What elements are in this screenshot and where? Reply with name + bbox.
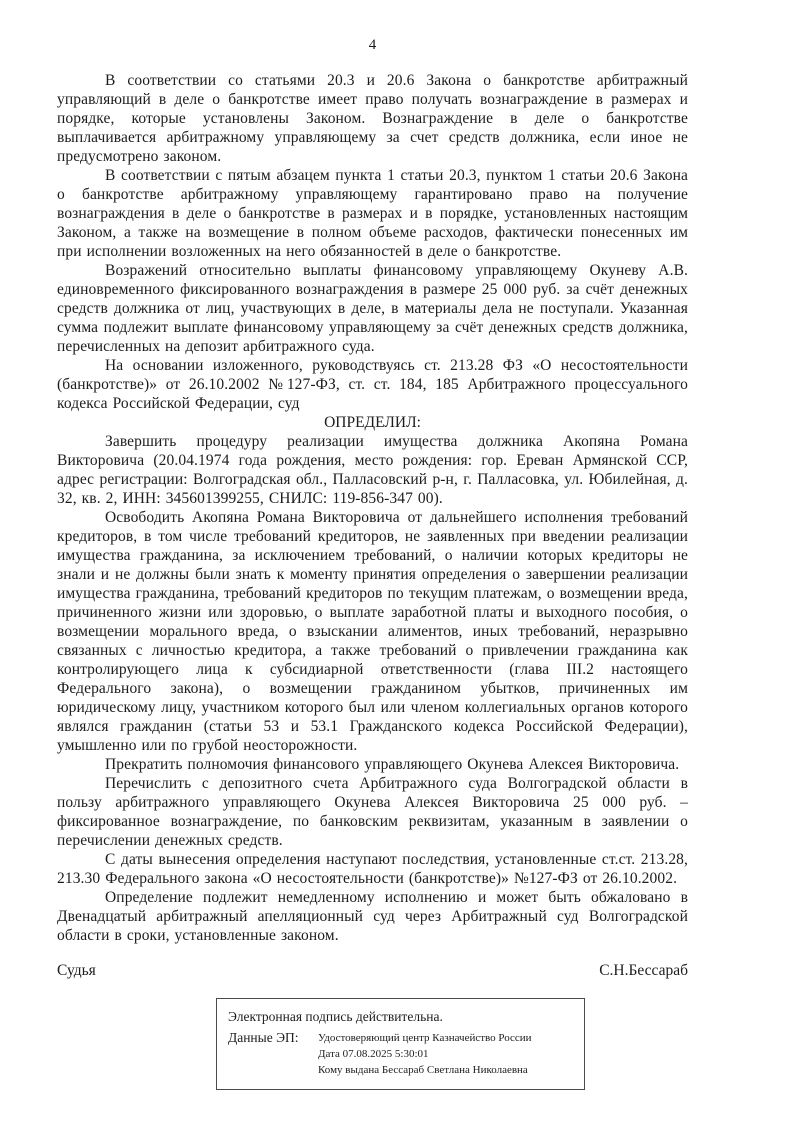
- document-body: [57, 71, 688, 945]
- stamp-validity-text: Электронная подпись действительна.: [228, 1009, 443, 1024]
- paragraph-legal-basis: На основании изложенного, руководствуясь ст. 213.28 ФЗ «О несостоятельности (банкротстве)» от 26.10.2002 №127-ФЗ, ст. ст. 184, 185 Арбитражного процессуального кодекса Российской Федерации, суд: [57, 357, 688, 412]
- resolution-terminate-authority: Прекратить полномочия финансового управляющего Окунева Алексея Викторовича.: [105, 756, 680, 773]
- paragraph-law-20-3-20-6: В соответствии со статьями 20.3 и 20.6 Закона о банкротстве арбитражный управляющий в деле о банкротстве имеет право получать вознаграждение в размерах и порядке, которые установлены Законом. Вознаграждение в деле о банкротстве выплачивается арбитражному управляющему за счет средств должника, если иное не предусмотрено законом.: [57, 72, 688, 165]
- stamp-detail-date: Дата 07.08.2025 5:30:01: [318, 1048, 429, 1060]
- stamp-data-label: Данные ЭП:: [228, 1030, 299, 1045]
- judge-label: Судья: [57, 962, 96, 979]
- paragraph-law-remuneration-right: В соответствии с пятым абзацем пункта 1 статьи 20.3, пунктом 1 статьи 20.6 Закона о банкротстве арбитражному управляющему гарантировано право на получение вознаграждения в деле о банкротстве в размерах и в порядке, установленных настоящим Законом, а также на возмещение в полном объеме расходов, фактически понесенных им при исполнении возложенных на него обязанностей в деле о банкротстве.: [57, 167, 688, 260]
- resolution-transfer-payment: Перечислить с депозитного счета Арбитражного суда Волгоградской области в пользу арбитражного управляющего Окунева Алексея Викторовича 25 000 руб. – фиксированное вознаграждение, по банковским реквизитам, указанным в заявлении о перечислении денежных средств.: [57, 775, 688, 849]
- signature-row: [57, 961, 688, 980]
- stamp-detail-issued-to: Кому выдана Бессараб Светлана Николаевна: [318, 1064, 528, 1076]
- resolution-complete-procedure: Завершить процедуру реализации имущества должника Акопяна Романа Викторовича (20.04.1974 года рождения, место рождения: гор. Ереван Армянской ССР, адрес регистрации: Волгоградская обл., Палласовский р-н, г. Палласовка, ул. Юбилейная, д. 32, кв. 2, ИНН: 345601399255, СНИЛС: 119-856-347 00).: [57, 433, 688, 507]
- page-number: 4: [368, 37, 377, 53]
- resolution-release-debtor: Освободить Акопяна Романа Викторовича от дальнейшего исполнения требований кредиторов, в том числе требований кредиторов, не заявленных при введении реализации имущества гражданина, за исключением требований, о наличии которых кредиторы не знали и не должны были знать к моменту принятия определения о завершении реализации имущества гражданина, требований кредиторов по текущим платежам, о возмещении вреда, причиненного жизни или здоровью, о выплате заработной платы и выходного пособия, о возмещении морального вреда, о взыскании алиментов, иных требований, неразрывно связанных с личностью кредитора, а также требований о привлечении гражданина как контролирующего лица к субсидиарной ответственности (глава III.2 настоящего Федерального закона), о возмещении гражданином убытков, причиненных им юридическому лицу, участником которого был или членом коллегиальных органов которого являлся гражданин (статьи 53 и 53.1 Гражданского кодекса Российской Федерации), умышленно или по грубой неосторожности.: [57, 509, 688, 754]
- resolution-appeal-terms: Определение подлежит немедленному исполнению и может быть обжаловано в Двенадцатый арбитражный апелляционный суд через Арбитражный суд Волгоградской области в сроки, установленные законом.: [57, 889, 688, 944]
- resolution-consequences: С даты вынесения определения наступают последствия, установленные ст.ст. 213.28, 213.30 Федерального закона «О несостоятельности (банкротстве)» №127-ФЗ от 26.10.2002.: [57, 851, 688, 887]
- judge-name: С.Н.Бессараб: [599, 962, 688, 979]
- resolution-heading: ОПРЕДЕЛИЛ:: [324, 414, 421, 431]
- paragraph-no-objections: Возражений относительно выплаты финансовому управляющему Окуневу А.В. единовременного фиксированного вознаграждения в размере 25 000 руб. за счёт денежных средств должника от лиц, участвующих в деле, в материалы дела не поступали. Указанная сумма подлежит выплате финансовому управляющему за счёт денежных средств должника, перечисленных на депозит арбитражного суда.: [57, 262, 688, 355]
- stamp-data-row: [228, 1030, 574, 1078]
- stamp-detail-certification-center: Удостоверяющий центр Казначейство России: [318, 1032, 532, 1044]
- stamp-details: [318, 1030, 532, 1078]
- digital-signature-stamp: [216, 998, 585, 1090]
